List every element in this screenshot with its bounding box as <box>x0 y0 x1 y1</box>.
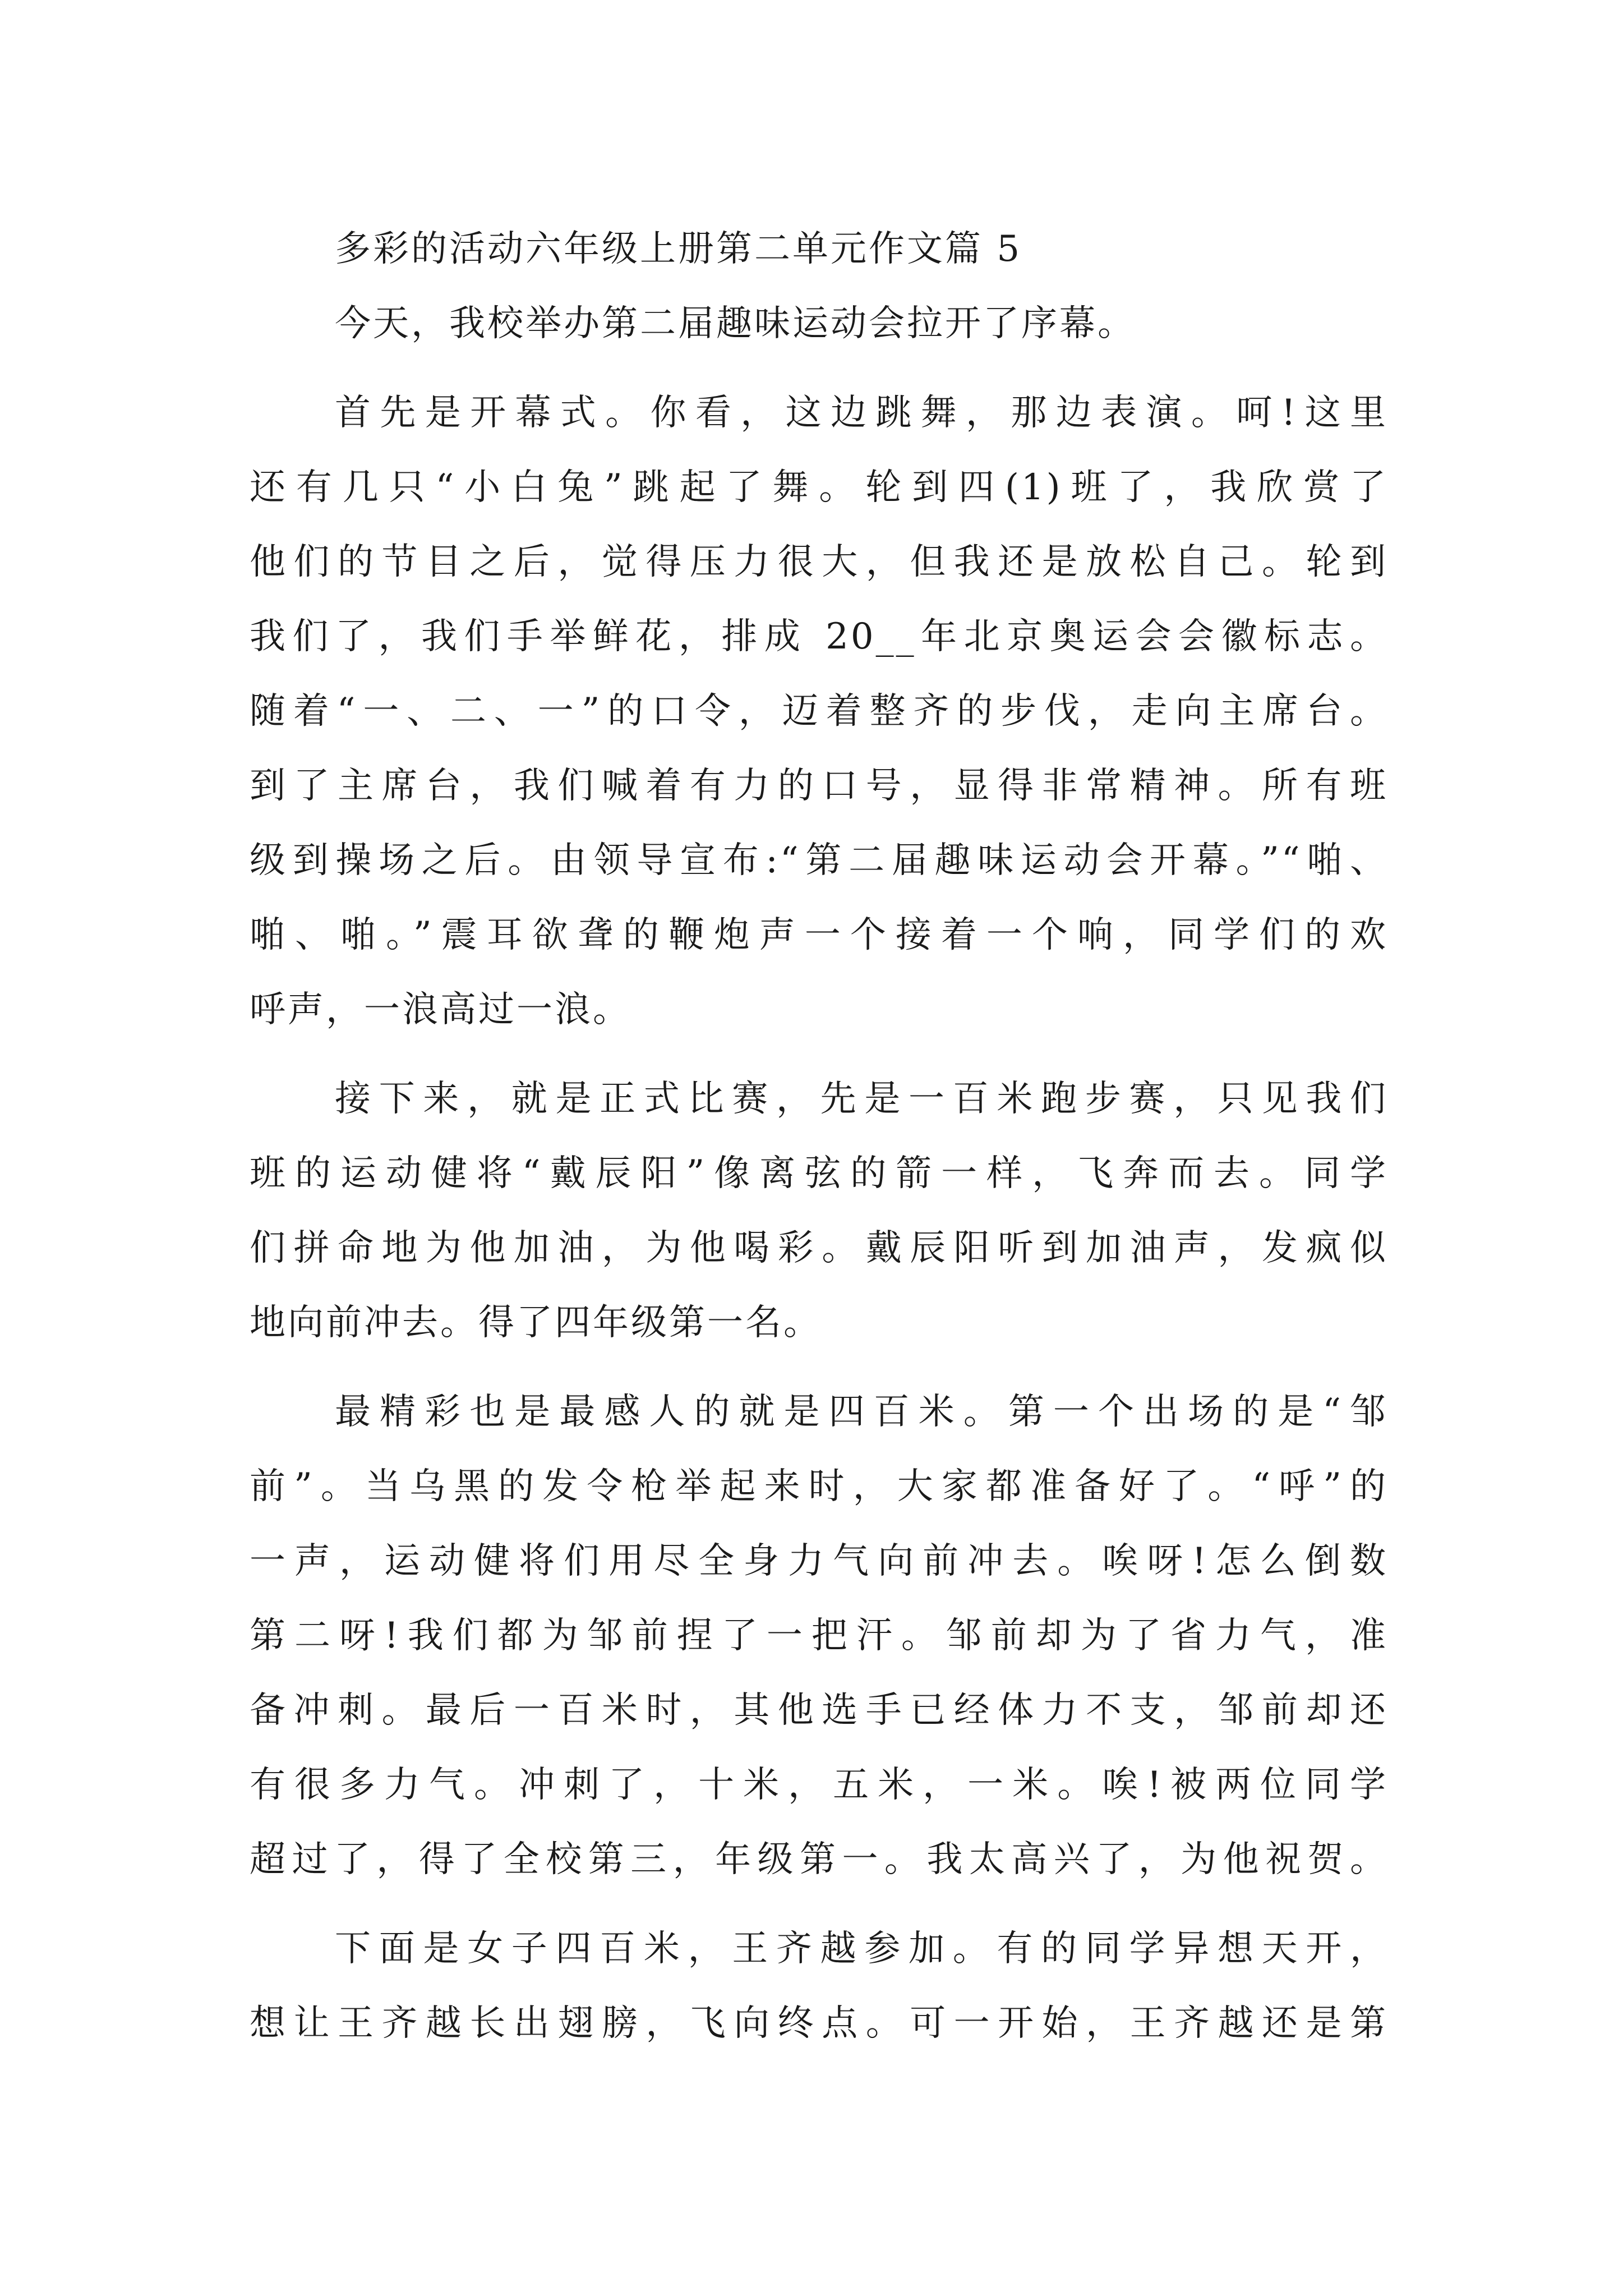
paragraph-line: 啪、啪。”震耳欲聋的鞭炮声一个接着一个响，同学们的欢 <box>250 914 1388 956</box>
paragraph-line: 们拼命地为他加油，为他喝彩。戴辰阳听到加油声，发疯似 <box>250 1227 1388 1269</box>
paragraph-line: 有很多力气。冲刺了，十米，五米，一米。唉!被两位同学 <box>250 1764 1388 1806</box>
paragraph-line: 呼声，一浪高过一浪。 <box>250 989 631 1030</box>
paragraph-line: 地向前冲去。得了四年级第一名。 <box>250 1302 822 1343</box>
essay-body <box>250 212 1388 2061</box>
paragraph-line: 班的运动健将“戴辰阳”像离弦的箭一样，飞奔而去。同学 <box>250 1153 1388 1194</box>
paragraph-line: 今天，我校举办第二届趣味运动会拉开了序幕。 <box>335 303 1136 344</box>
paragraph-line: 第二呀!我们都为邹前捏了一把汗。邹前却为了省力气，准 <box>250 1615 1388 1657</box>
paragraph-line: 我们了，我们手举鲜花，排成 20__年北京奥运会会徽标志。 <box>250 616 1388 657</box>
paragraph-line: 前”。当乌黑的发令枪举起来时，大家都准备好了。“呼”的 <box>250 1466 1388 1507</box>
paragraph-line: 最精彩也是最感人的就是四百米。第一个出场的是“邹 <box>335 1391 1388 1433</box>
paragraph-line: 他们的节目之后，觉得压力很大，但我还是放松自己。轮到 <box>250 541 1388 583</box>
paragraph-line: 想让王齐越长出翅膀，飞向终点。可一开始，王齐越还是第 <box>250 2003 1388 2044</box>
paragraph-line: 首先是开幕式。你看，这边跳舞，那边表演。呵!这里 <box>335 392 1388 434</box>
paragraph-line: 到了主席台，我们喊着有力的口号，显得非常精神。所有班 <box>250 765 1388 807</box>
paragraph-line: 备冲刺。最后一百米时，其他选手已经体力不支，邹前却还 <box>250 1690 1388 1731</box>
paragraph-line: 接下来，就是正式比赛，先是一百米跑步赛，只见我们 <box>335 1078 1388 1120</box>
paragraph-line: 级到操场之后。由领导宣布:“第二届趣味运动会开幕。”“啪、 <box>250 840 1388 881</box>
paragraph-line: 下面是女子四百米，王齐越参加。有的同学异想天开， <box>335 1928 1388 1970</box>
paragraph-line: 还有几只“小白兔”跳起了舞。轮到四(1)班了，我欣赏了 <box>250 467 1388 508</box>
paragraph-line: 超过了，得了全校第三，年级第一。我太高兴了，为他祝贺。 <box>250 1839 1388 1880</box>
paragraph-line: 一声，运动健将们用尽全身力气向前冲去。唉呀!怎么倒数 <box>250 1540 1388 1582</box>
paragraph-line: 随着“一、二、一”的口令，迈着整齐的步伐，走向主席台。 <box>250 691 1388 732</box>
essay-title: 多彩的活动六年级上册第二单元作文篇 5 <box>335 228 1022 270</box>
